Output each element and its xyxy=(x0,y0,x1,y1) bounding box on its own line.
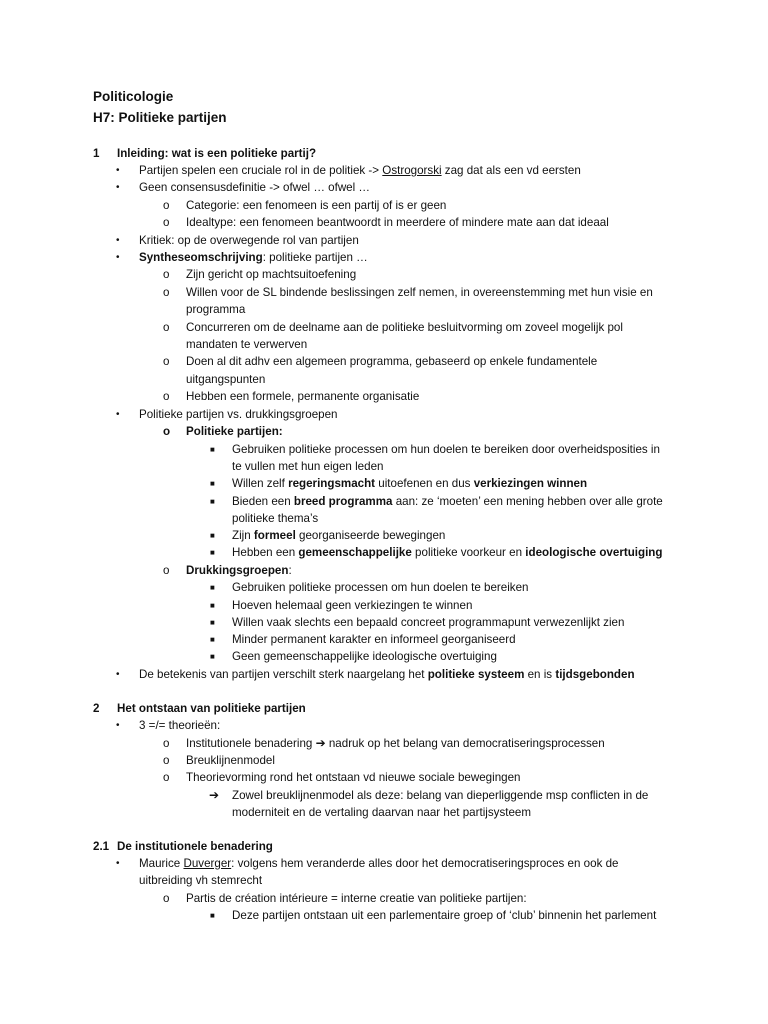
section-1-number: 1 xyxy=(93,147,100,160)
bullet-icon: • xyxy=(116,858,120,869)
section-2-1-number: 2.1 xyxy=(93,840,110,853)
arrow-right-icon: ➔ xyxy=(315,736,326,750)
square-bullet-icon: ■ xyxy=(210,618,215,627)
list-item: 3 =/= theorieën: xyxy=(139,719,221,732)
square-bullet-icon: ■ xyxy=(210,652,215,661)
section-1-heading: Inleiding: wat is een politieke partij? xyxy=(117,147,317,160)
bullet-icon: • xyxy=(116,720,120,731)
circle-bullet-icon: o xyxy=(163,892,170,905)
section-2-1-heading: De institutionele benadering xyxy=(117,840,273,853)
list-item: Maurice Duverger: volgens hem veranderde alles door het democratiseringsproces en ook de xyxy=(139,857,619,870)
list-item: Geen consensusdefinitie -> ofwel … ofwel … xyxy=(139,181,371,194)
sub-list-item: Zijn gericht op machtsuitoefening xyxy=(186,268,357,281)
sub-list-item-continued: programma xyxy=(186,303,246,316)
section-2-number: 2 xyxy=(93,702,100,715)
list-item: Syntheseomschrijving: politieke partijen … xyxy=(139,251,368,264)
ostrogorski-name: Ostrogorski xyxy=(382,164,442,177)
circle-bullet-icon: o xyxy=(163,754,170,767)
sub-list-item: Doen al dit adhv een algemeen programma, gebaseerd op enkele fundamentele xyxy=(186,355,598,368)
sub-sub-list-item: Gebruiken politieke processen om hun doelen te bereiken xyxy=(232,581,529,594)
sub-sub-list-item-continued: moderniteit en de vertaling daarvan naar het partijsysteem xyxy=(232,806,532,819)
square-bullet-icon: ■ xyxy=(210,911,215,920)
square-bullet-icon: ■ xyxy=(210,479,215,488)
chapter-title: H7: Politieke partijen xyxy=(93,110,227,125)
list-item: Politieke partijen vs. drukkingsgroepen xyxy=(139,408,338,421)
circle-bullet-icon: o xyxy=(163,216,170,229)
bullet-icon: • xyxy=(116,182,120,193)
circle-bullet-icon: o xyxy=(163,771,170,784)
circle-bullet-icon: o xyxy=(163,737,170,750)
square-bullet-icon: ■ xyxy=(210,601,215,610)
sub-list-item: Partis de création intérieure = interne creatie van politieke partijen: xyxy=(186,892,527,905)
sub-list-item: Categorie: een fenomeen is een partij of is er geen xyxy=(186,199,447,212)
circle-bullet-icon: o xyxy=(163,321,170,334)
circle-bullet-icon: o xyxy=(163,286,170,299)
bullet-icon: • xyxy=(116,409,120,420)
document-title: Politicologie xyxy=(93,89,174,104)
circle-bullet-icon: o xyxy=(163,425,171,438)
circle-bullet-icon: o xyxy=(163,355,170,368)
square-bullet-icon: ■ xyxy=(210,497,215,506)
duverger-name: Duverger xyxy=(183,857,232,870)
bullet-icon: • xyxy=(116,669,120,680)
bullet-icon: • xyxy=(116,252,120,263)
square-bullet-icon: ■ xyxy=(210,635,215,644)
sub-sub-list-item: Hebben een gemeenschappelijke politieke voorkeur en ideologische overtuiging xyxy=(232,546,663,559)
sub-list-item-continued: mandaten te verwerven xyxy=(186,338,308,351)
square-bullet-icon: ■ xyxy=(210,548,215,557)
sub-sub-list-item: Minder permanent karakter en informeel georganiseerd xyxy=(232,633,516,646)
circle-bullet-icon: o xyxy=(163,199,170,212)
square-bullet-icon: ■ xyxy=(210,445,215,454)
sub-sub-list-item-continued: politieke thema’s xyxy=(232,512,319,525)
bullet-icon: • xyxy=(116,235,120,246)
sub-sub-list-item: Hoeven helemaal geen verkiezingen te winnen xyxy=(232,599,473,612)
sub-sub-list-item: Gebruiken politieke processen om hun doelen te bereiken door overheidsposities in xyxy=(232,443,660,456)
sub-list-item: Willen voor de SL bindende beslissingen zelf nemen, in overeenstemming met hun visie en xyxy=(186,286,653,299)
list-item: De betekenis van partijen verschilt sterk naargelang het politieke systeem en is tijdsgebonden xyxy=(139,668,635,681)
sub-sub-list-item: Willen zelf regeringsmacht uitoefenen en dus verkiezingen winnen xyxy=(232,477,588,490)
sub-sub-list-item: Deze partijen ontstaan uit een parlementaire groep of ‘club’ binnenin het parlement xyxy=(232,909,657,922)
list-item-continued: uitbreiding vh stemrecht xyxy=(139,874,263,887)
sub-sub-list-item: Willen vaak slechts een bepaald concreet programmapunt verwezenlijkt zien xyxy=(232,616,625,629)
sub-list-item: Theorievorming rond het ontstaan vd nieuwe sociale bewegingen xyxy=(186,771,521,784)
sub-sub-list-item: Bieden een breed programma aan: ze ‘moeten’ een mening hebben over alle grote xyxy=(232,495,663,508)
circle-bullet-icon: o xyxy=(163,268,170,281)
sub-list-heading: Politieke partijen: xyxy=(186,425,283,438)
square-bullet-icon: ■ xyxy=(210,531,215,540)
bullet-icon: • xyxy=(116,165,120,176)
sub-sub-list-item: Zowel breuklijnenmodel als deze: belang van dieperliggende msp conflicten in de xyxy=(232,789,649,802)
sub-list-item: Institutionele benadering ➔ nadruk op het belang van democratiseringsprocessen xyxy=(186,736,605,750)
square-bullet-icon: ■ xyxy=(210,583,215,592)
sub-list-item-continued: uitgangspunten xyxy=(186,373,266,386)
sub-list-item: Breuklijnenmodel xyxy=(186,754,275,767)
sub-list-item: Idealtype: een fenomeen beantwoordt in meerdere of mindere mate aan dat ideaal xyxy=(186,216,609,229)
section-2-heading: Het ontstaan van politieke partijen xyxy=(117,702,306,715)
circle-bullet-icon: o xyxy=(163,390,170,403)
sub-sub-list-item: Geen gemeenschappelijke ideologische overtuiging xyxy=(232,650,497,663)
sub-sub-list-item-continued: te vullen met hun eigen leden xyxy=(232,460,384,473)
list-item: Kritiek: op de overwegende rol van partijen xyxy=(139,234,359,247)
circle-bullet-icon: o xyxy=(163,564,170,577)
arrow-right-icon: ➔ xyxy=(209,788,220,802)
sub-list-item: Concurreren om de deelname aan de politieke besluitvorming om zoveel mogelijk pol xyxy=(186,321,623,334)
sub-sub-list-item: Zijn formeel georganiseerde bewegingen xyxy=(232,529,446,542)
sub-list-heading: Drukkingsgroepen: xyxy=(186,564,292,577)
sub-list-item: Hebben een formele, permanente organisatie xyxy=(186,390,420,403)
list-item: Partijen spelen een cruciale rol in de politiek -> Ostrogorski zag dat als een vd eersten xyxy=(139,164,581,177)
